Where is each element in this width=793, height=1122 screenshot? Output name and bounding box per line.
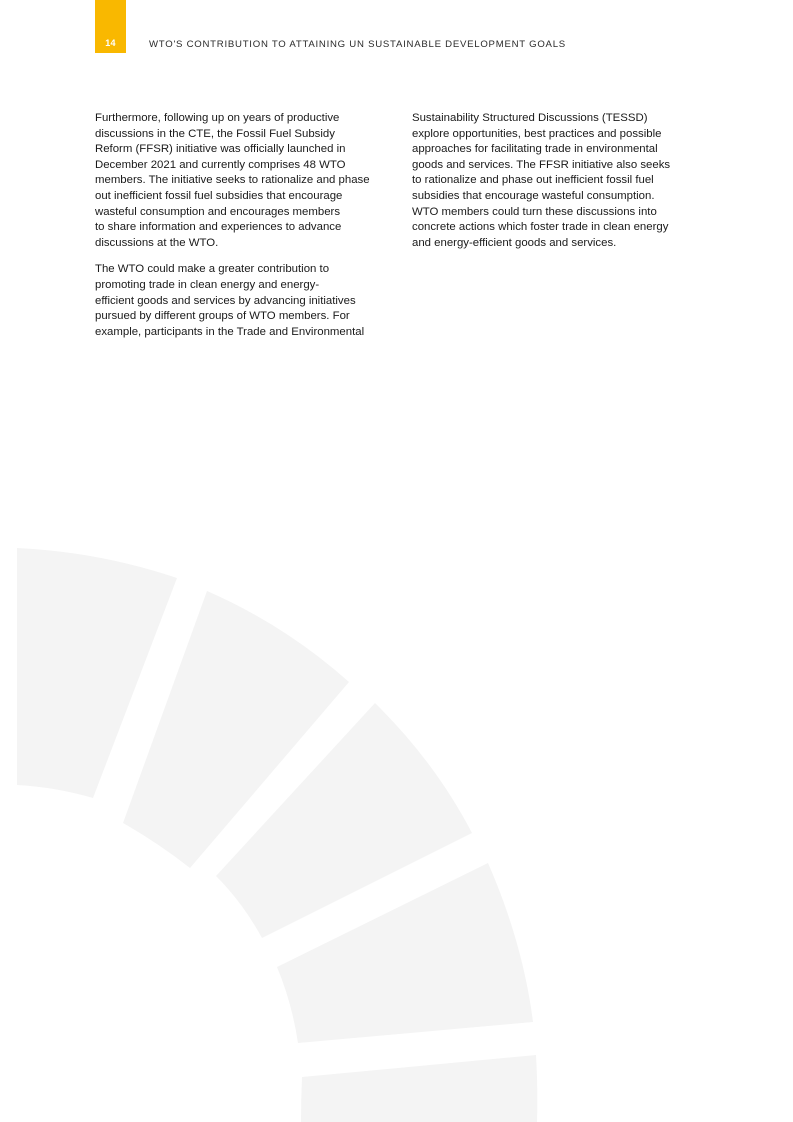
text-line: The WTO could make a greater contribution to bbox=[95, 263, 330, 276]
text-line: concrete actions which foster trade in clean energy bbox=[412, 221, 669, 234]
text-line: explore opportunities, best practices and possible bbox=[412, 127, 662, 140]
text-line: subsidies that encourage wasteful consumption. bbox=[412, 189, 655, 202]
running-header: WTO'S CONTRIBUTION TO ATTAINING UN SUSTAINABLE DEVELOPMENT GOALS bbox=[149, 39, 566, 50]
page-number: 14 bbox=[105, 38, 116, 48]
text-line: wasteful consumption and encourages members bbox=[95, 205, 341, 218]
paragraph-ffsr bbox=[95, 111, 385, 251]
left-column bbox=[95, 111, 385, 351]
text-line: Reform (FFSR) initiative was officially launched in bbox=[95, 143, 346, 156]
text-line: and energy-efficient goods and services. bbox=[412, 236, 617, 249]
text-line: efficient goods and services by advancing initiatives bbox=[95, 294, 356, 307]
text-line: to share information and experiences to advance bbox=[95, 221, 342, 234]
text-line: out inefficient fossil fuel subsidies that encourage bbox=[95, 189, 343, 202]
text-line: discussions at the WTO. bbox=[95, 236, 219, 249]
text-line: promoting trade in clean energy and energy- bbox=[95, 278, 320, 291]
text-line: to rationalize and phase out inefficient fossil fuel bbox=[412, 174, 654, 187]
text-line: discussions in the CTE, the Fossil Fuel Subsidy bbox=[95, 127, 335, 140]
paragraph-clean-energy bbox=[95, 262, 385, 340]
text-line: pursued by different groups of WTO members. For bbox=[95, 310, 350, 323]
wheel-segment-5 bbox=[301, 1055, 537, 1122]
text-line: Sustainability Structured Discussions (TESSD) bbox=[412, 112, 648, 124]
page-number-tab bbox=[95, 0, 126, 53]
right-column bbox=[412, 111, 702, 262]
text-line: approaches for facilitating trade in environmental bbox=[412, 143, 658, 156]
text-line: example, participants in the Trade and Environmental bbox=[95, 325, 365, 338]
text-line: WTO members could turn these discussions into bbox=[412, 205, 657, 218]
text-line: December 2021 and currently comprises 48 WTO bbox=[95, 158, 346, 171]
paragraph-tessd bbox=[412, 111, 702, 251]
text-line: Furthermore, following up on years of productive bbox=[95, 112, 340, 124]
text-line: members. The initiative seeks to rationalize and phase bbox=[95, 174, 370, 187]
sdg-wheel-decoration bbox=[0, 540, 560, 1122]
text-line: goods and services. The FFSR initiative also seeks bbox=[412, 158, 671, 171]
